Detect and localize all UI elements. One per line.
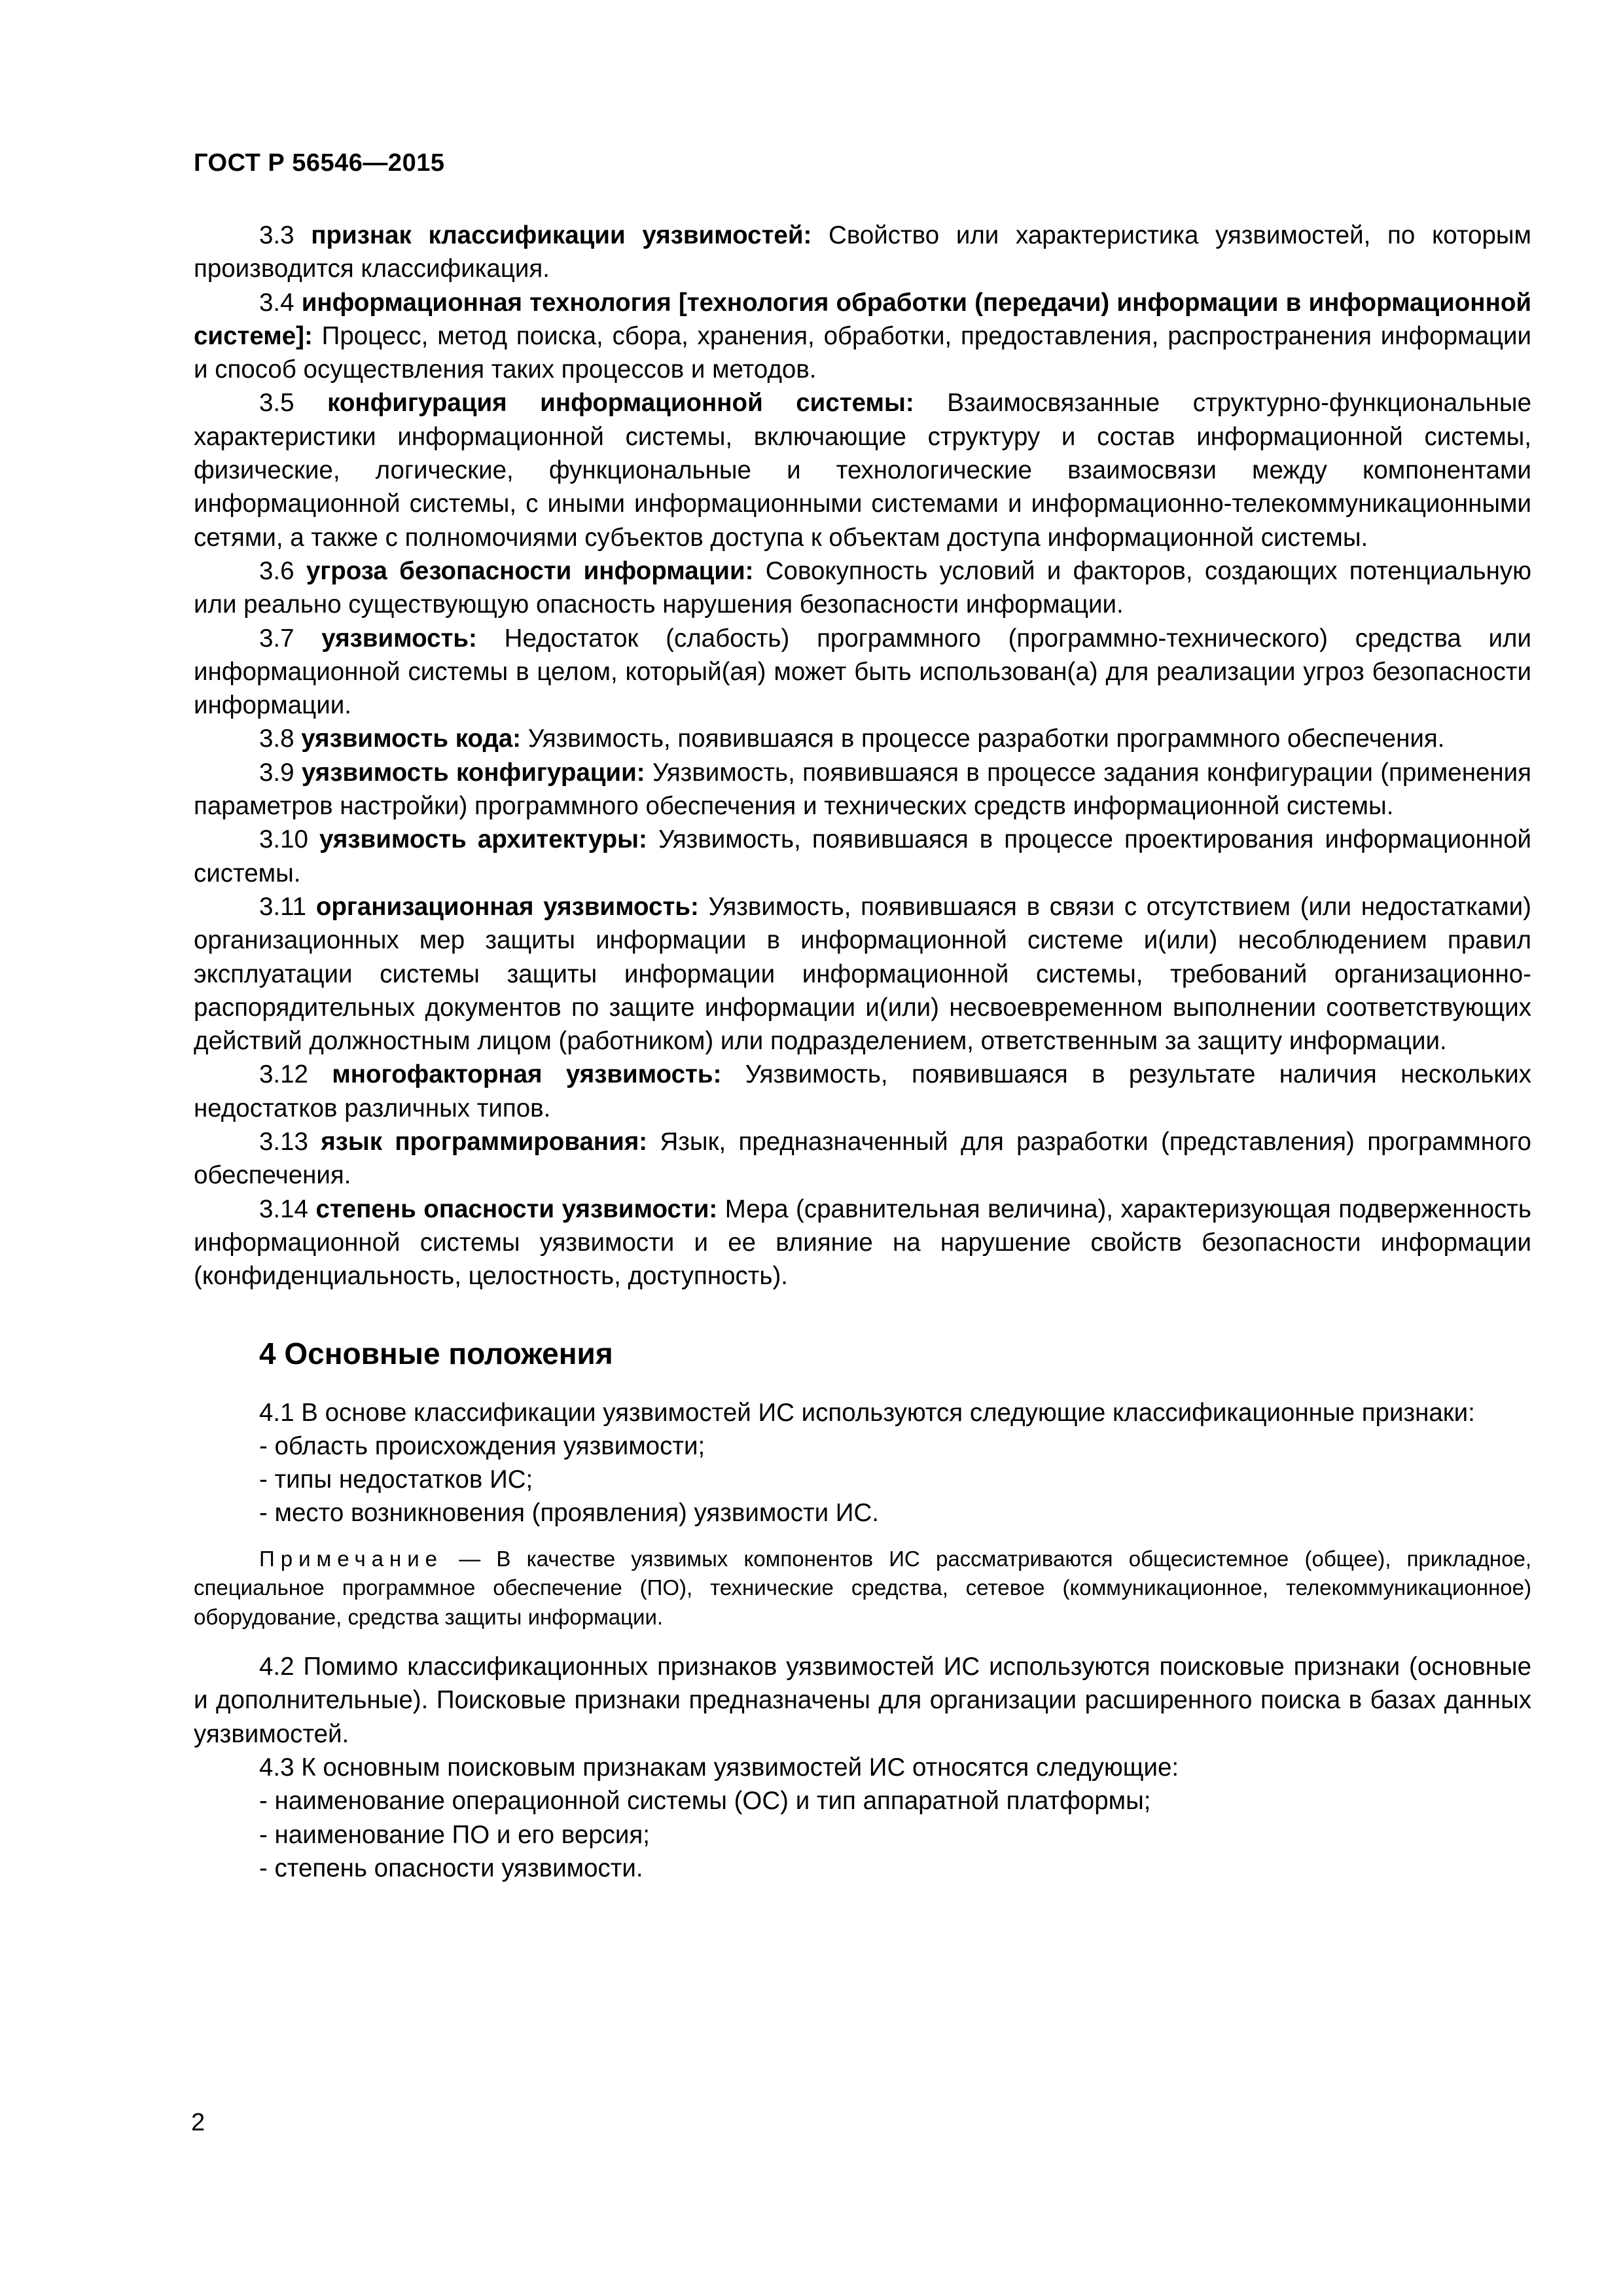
list-item: - наименование операционной системы (ОС) и тип аппаратной платформы; <box>259 1787 1151 1816</box>
definition-number: 3.3 <box>259 221 294 249</box>
search-features-list <box>194 1784 1531 1885</box>
definition-number: 3.13 <box>259 1128 308 1157</box>
document-body <box>194 219 1531 1885</box>
definition-3-11 <box>194 890 1531 1058</box>
definition-term: многофакторная уязвимость: <box>332 1060 722 1089</box>
list-item: - степень опасности уязвимости. <box>259 1854 643 1882</box>
definition-term: уязвимость конфигурации: <box>301 758 645 787</box>
definition-term: уязвимость: <box>321 624 477 653</box>
definition-3-7 <box>194 622 1531 723</box>
definition-text: Уязвимость, появившаяся в процессе задания конфигурации (применения параметров настройки) программного обеспечения и технических средств информационной системы. <box>194 758 1531 821</box>
document-code-header: ГОСТ Р 56546—2015 <box>194 149 445 177</box>
definition-3-12 <box>194 1058 1531 1125</box>
definition-text: Уязвимость, появившаяся в результате наличия нескольких недостатков различных типов. <box>194 1060 1532 1122</box>
definition-number: 3.5 <box>259 389 294 418</box>
definition-text: Недостаток (слабость) программного (программно-технического) средства или информационной системы в целом, который(ая) может быть использован(а) для реализации угроз безопасности информации. <box>194 624 1531 720</box>
paragraph-4-3: 4.3 К основным поисковым признакам уязвимостей ИС относятся следующие: <box>259 1753 1179 1782</box>
page-number: 2 <box>191 2109 205 2136</box>
definition-number: 3.10 <box>259 825 308 854</box>
definition-number: 3.14 <box>259 1194 308 1223</box>
definition-3-3 <box>194 219 1531 286</box>
section-4-heading: 4 Основные положения <box>259 1336 613 1371</box>
note <box>194 1545 1531 1632</box>
definition-3-14 <box>194 1193 1531 1293</box>
definition-3-8 <box>194 722 1531 755</box>
definition-3-10 <box>194 823 1531 890</box>
note-label: Примечание <box>259 1546 444 1571</box>
definition-3-5 <box>194 386 1531 554</box>
paragraph-4-1: 4.1 В основе классификации уязвимостей ИС используются следующие классификационные признаки: <box>259 1398 1475 1427</box>
definition-number: 3.9 <box>259 758 294 787</box>
definition-text: Процесс, метод поиска, сбора, хранения, обработки, предоставления, распространения информации и способ осуществления таких процессов и методов. <box>194 321 1531 384</box>
definition-text: Совокупность условий и факторов, создающих потенциальную или реально существующую опасность нарушения безопасности информации. <box>194 556 1531 619</box>
definition-term: уязвимость кода: <box>301 725 522 753</box>
definition-term: степень опасности уязвимости: <box>315 1194 718 1223</box>
definition-3-6 <box>194 554 1531 622</box>
definition-3-4 <box>194 286 1531 387</box>
definition-term: признак классификации уязвимостей: <box>311 221 812 249</box>
definition-term: конфигурация информационной системы: <box>327 389 914 418</box>
definition-number: 3.6 <box>259 556 294 585</box>
definition-text: Мера (сравнительная величина), характеризующая подверженность информационной системы уязвимости и ее влияние на нарушение свойств безопасности информации (конфиденциальность, целостность, доступность). <box>194 1194 1531 1291</box>
classification-features-list <box>194 1429 1531 1530</box>
note-text: — В качестве уязвимых компонентов ИС рассматриваются общесистемное (общее), прикладное, специальное программное обеспечение (ПО), технические средства, сетевое (коммуникационное, телекоммуникационное) оборудование, средства защиты информации. <box>194 1546 1531 1629</box>
definition-3-13 <box>194 1125 1531 1193</box>
definition-term: угроза безопасности информации: <box>306 556 754 585</box>
list-item: - область происхождения уязвимости; <box>259 1431 705 1460</box>
definition-term: информационная технология [технология обработки (передачи) информации в информационной системе]: <box>194 288 1532 350</box>
definition-text: Язык, предназначенный для разработки (представления) программного обеспечения. <box>194 1128 1531 1190</box>
list-item: - типы недостатков ИС; <box>259 1465 533 1494</box>
paragraph-4-2: 4.2 Помимо классификационных признаков уязвимостей ИС используются поисковые признаки (основные и дополнительные). Поисковые признаки предназначены для организации расширенного поиска в базах данных уязвимостей. <box>194 1653 1531 1748</box>
definition-text: Уязвимость, появившаяся в связи с отсутствием (или недостатками) организационных мер защиты информации в информационной системе и(или) несоблюдением правил эксплуатации системы защиты информации информационной системы, требований организационно-распорядительных документов по защите информации и(или) несвоевременном выполнении соответствующих действий должностным лицом (работником) или подразделением, ответственным за защиту информации. <box>194 892 1531 1056</box>
definition-term: организационная уязвимость: <box>315 892 699 921</box>
definition-term: уязвимость архитектуры: <box>319 825 647 854</box>
definition-number: 3.8 <box>259 725 294 753</box>
definition-text: Уязвимость, появившаяся в процессе разработки программного обеспечения. <box>527 725 1445 753</box>
definition-number: 3.4 <box>259 288 294 317</box>
list-item: - наименование ПО и его версия; <box>259 1820 650 1849</box>
definition-term: язык программирования: <box>321 1128 648 1157</box>
definition-number: 3.12 <box>259 1060 308 1089</box>
definition-text: Свойство или характеристика уязвимостей, по которым производится классификация. <box>194 221 1531 283</box>
definition-3-9 <box>194 756 1531 823</box>
definition-number: 3.7 <box>259 624 294 653</box>
definition-text: Взаимосвязанные структурно-функциональные характеристики информационной системы, включающие структуру и состав информационной системы, физические, логические, функциональные и технологические взаимосвязи между компонентами информационной системы, с иными информационными системами и информационно-телекоммуникационными сетями, а также с полномочиями субъектов доступа к объектам доступа информационной системы. <box>194 389 1531 552</box>
definition-number: 3.11 <box>259 892 307 921</box>
list-item: - место возникновения (проявления) уязвимости ИС. <box>259 1499 879 1528</box>
definition-text: Уязвимость, появившаяся в процессе проектирования информационной системы. <box>194 825 1531 888</box>
